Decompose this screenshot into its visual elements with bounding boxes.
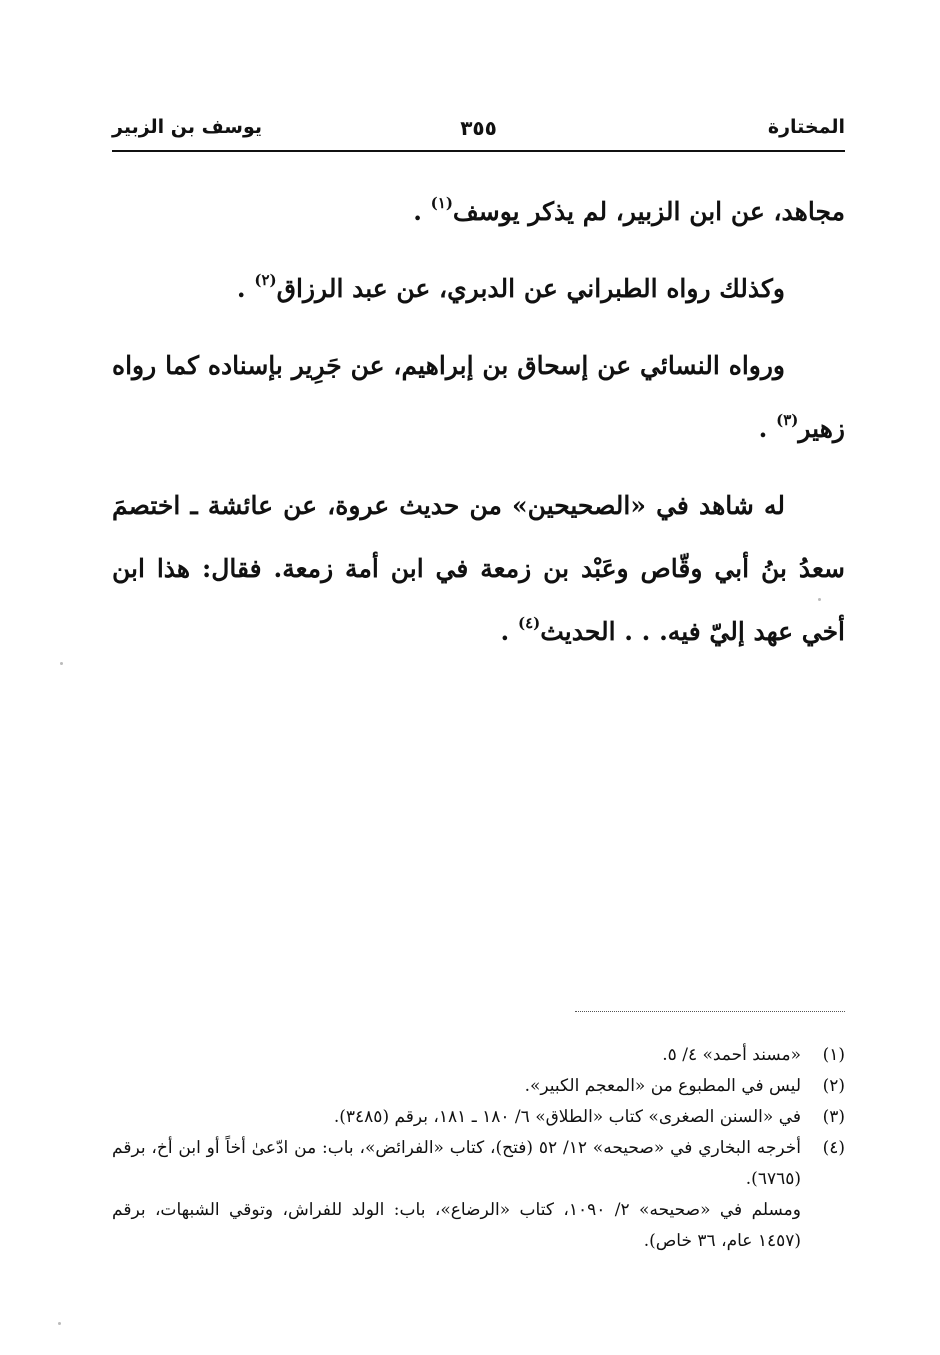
paragraph-4: [112, 474, 845, 663]
footnote-4-continuation: ومسلم في «صحيحه» ٢/ ١٠٩٠، كتاب «الرضاع»، باب: الولد للفراش، وتوقي الشبهات، برقم (١٤٥٧ عام، ٣٦ خاص).: [112, 1200, 801, 1251]
paragraph-2-text: وكذلك رواه الطبراني عن الدبري، عن عبد الرزاق: [276, 274, 785, 303]
chapter-title: يوسف بن الزبير: [112, 116, 262, 138]
footnote-4: [112, 1133, 845, 1195]
page-number: ٣٥٥: [460, 116, 497, 140]
paragraph-2: [112, 257, 845, 320]
paragraph-2-end: .: [236, 274, 246, 303]
scan-speck: [60, 662, 63, 665]
footnote-text: ليس في المطبوع من «المعجم الكبير».: [524, 1076, 801, 1096]
footnote-text: «مسند أحمد» ٤/ ٥.: [662, 1045, 801, 1065]
footnotes: [112, 1040, 845, 1257]
footnote-1: [112, 1040, 845, 1071]
footnote-number: (٤): [822, 1138, 845, 1158]
main-text: [112, 180, 845, 663]
footnote-ref-3[interactable]: (٣): [776, 411, 799, 429]
footnote-3: [112, 1102, 845, 1133]
paragraph-3: [112, 334, 845, 460]
footnote-number: (٣): [822, 1107, 845, 1127]
footnote-2: [112, 1071, 845, 1102]
footnote-number: (٢): [822, 1076, 845, 1096]
book-title: المختارة: [767, 116, 845, 138]
scan-speck: [818, 598, 821, 601]
paragraph-4-text: له شاهد في «الصحيحين» من حديث عروة، عن عائشة ـ اختصمَ سعدُ بنُ أبي وقّاص وعَبْد بن زمعة في ابن أمة زمعة. فقال: هذا ابن أخي عهد إليّ فيه. . . الحديث: [112, 491, 845, 646]
scan-speck: [58, 1322, 61, 1325]
footnote-text: في «السنن الصغرى» كتاب «الطلاق» ٦/ ١٨٠ ـ ١٨١، برقم (٣٤٨٥).: [333, 1107, 801, 1127]
paragraph-4-end: .: [500, 617, 510, 646]
paragraph-1: [112, 180, 845, 243]
paragraph-3-end: .: [758, 414, 768, 443]
footnote-ref-4[interactable]: (٤): [517, 614, 541, 632]
paragraph-1-text: مجاهد، عن ابن الزبير، لم يذكر يوسف: [452, 197, 845, 226]
footnote-ref-1[interactable]: (١): [430, 194, 453, 212]
paragraph-3-text: ورواه النسائي عن إسحاق بن إبراهيم، عن جَرِير بإسناده كما رواه زهير: [112, 351, 845, 443]
footnote-separator: [575, 1011, 845, 1012]
paragraph-1-end: .: [413, 197, 422, 226]
footnote-ref-2[interactable]: (٢): [254, 271, 277, 289]
footnote-number: (١): [822, 1045, 845, 1065]
footnote-text: أخرجه البخاري في «صحيحه» ١٢/ ٥٢ (فتح)، كتاب «الفرائض»، باب: من ادّعىٰ أخاً أو ابن أخ، برقم (٦٧٦٥).: [112, 1138, 801, 1189]
header-rule: [112, 150, 845, 152]
